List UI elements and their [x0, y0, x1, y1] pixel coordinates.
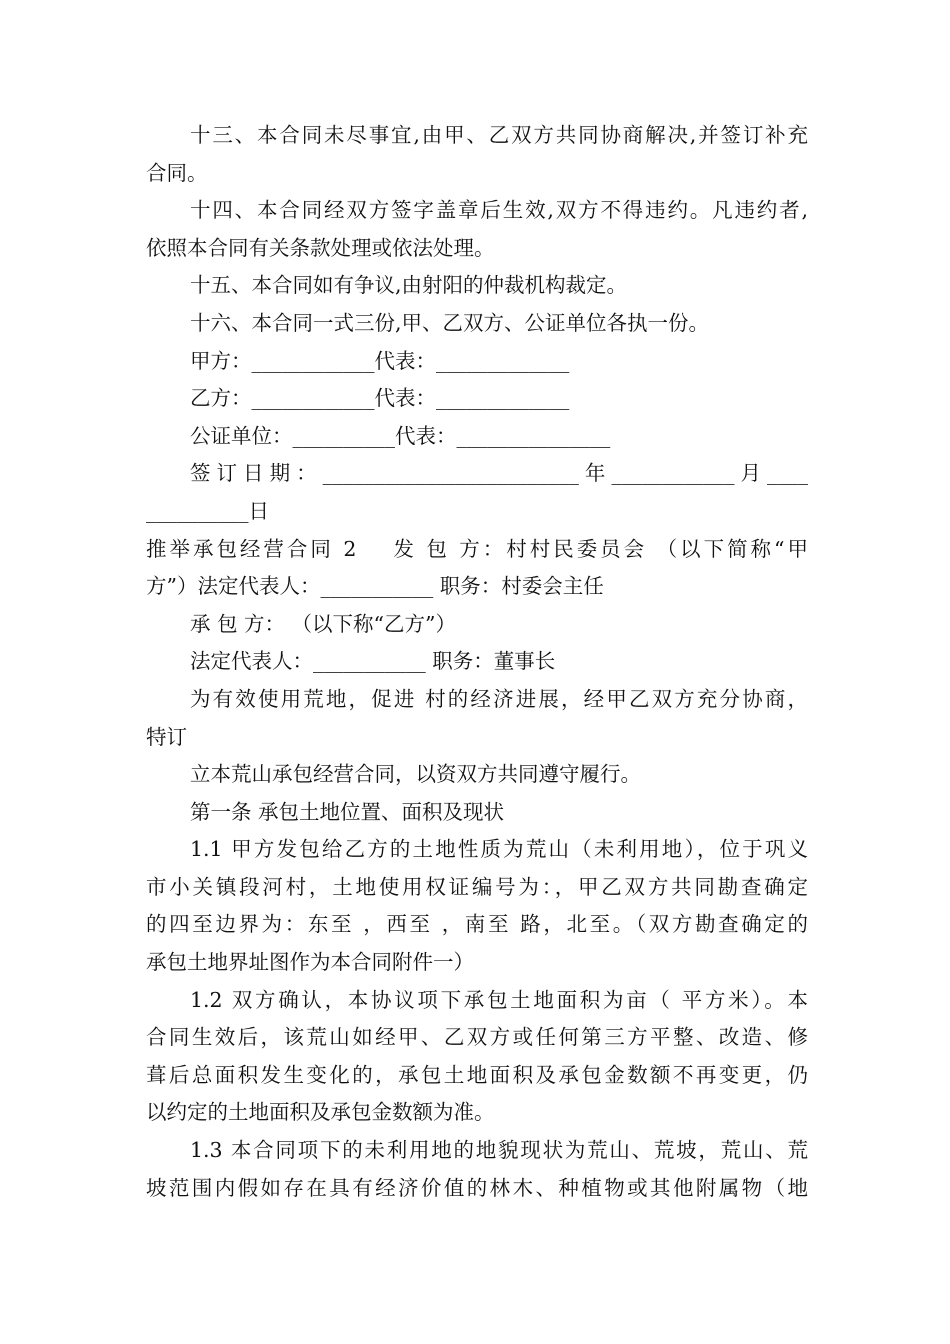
contractor-clause: 发 包 方：村村民委员会 （以下简称“甲 — [390, 536, 808, 561]
article-16: 十六、本合同一式三份,甲、乙双方、公证单位各执一份。 — [190, 310, 710, 335]
clause-1-1-line-2: 市小关镇段河村，土地使用权证编号为：，甲乙双方共同勘查确定 — [146, 874, 808, 899]
clause-1-1-line-1: 1.1 甲方发包给乙方的土地性质为荒山（未利用地），位于巩义 — [190, 837, 808, 862]
signing-date-line-2: __________日 — [146, 498, 269, 523]
clause-1-3-line-1: 1.3 本合同项下的未利用地的地貌现状为荒山、荒坡，荒山、荒 — [190, 1138, 808, 1163]
clause-1-2-line-1: 1.2 双方确认，本协议项下承包土地面积为亩（ 平方米）。本 — [190, 987, 808, 1012]
legal-rep-a: 方”）法定代表人：___________ 职务：村委会主任 — [146, 574, 604, 599]
contract-2-header-line — [146, 531, 808, 569]
party-b-signature: 乙方：____________代表：_____________ — [190, 386, 570, 411]
document-body — [146, 117, 808, 1207]
clause-1-1-line-3: 的四至边界为：东至 ，西至 ，南至 路，北至。（双方勘查确定的 — [146, 912, 808, 937]
notary-signature: 公证单位：__________代表：_______________ — [190, 423, 611, 448]
signing-date-line-1: 签订日期：_________________________年____________月____ — [190, 461, 808, 486]
article-14-line-2: 依照本合同有关条款处理或依法处理。 — [146, 235, 495, 260]
preamble-line-2: 特订 — [146, 724, 187, 749]
contract-2-title: 推举承包经营合同 2 — [146, 536, 357, 561]
article-1-heading: 第一条 承包土地位置、面积及现状 — [190, 799, 505, 824]
clause-1-1-line-4: 承包土地界址图作为本合同附件一） — [146, 950, 474, 975]
preamble-line-3: 立本荒山承包经营合同，以资双方共同遵守履行。 — [190, 762, 641, 787]
clause-1-2-line-4: 以约定的土地面积及承包金数额为准。 — [146, 1100, 495, 1125]
party-a-signature: 甲方：____________代表：_____________ — [190, 348, 570, 373]
contractee-clause: 承 包 方： （以下称“乙方”） — [190, 611, 457, 636]
preamble-line-1: 为有效使用荒地，促进 村的经济进展，经甲乙双方充分协商， — [190, 686, 808, 711]
clause-1-2-line-2: 合同生效后，该荒山如经甲、乙双方或任何第三方平整、改造、修 — [146, 1025, 808, 1050]
article-14-line-1: 十四、本合同经双方签字盖章后生效,双方不得违约。凡违约者, — [190, 198, 808, 223]
clause-1-2-line-3: 葺后总面积发生变化的，承包土地面积及承包金数额不再变更，仍 — [146, 1062, 808, 1087]
article-13-line-1: 十三、本合同未尽事宜,由甲、乙双方共同协商解决,并签订补充 — [190, 123, 808, 147]
article-13-line-2: 合同。 — [146, 160, 208, 185]
clause-1-3-line-2: 坡范围内假如存在具有经济价值的林木、种植物或其他附属物（地 — [146, 1175, 808, 1200]
legal-rep-b: 法定代表人：___________ 职务：董事长 — [190, 649, 556, 674]
article-15: 十五、本合同如有争议,由射阳的仲裁机构裁定。 — [190, 273, 628, 298]
